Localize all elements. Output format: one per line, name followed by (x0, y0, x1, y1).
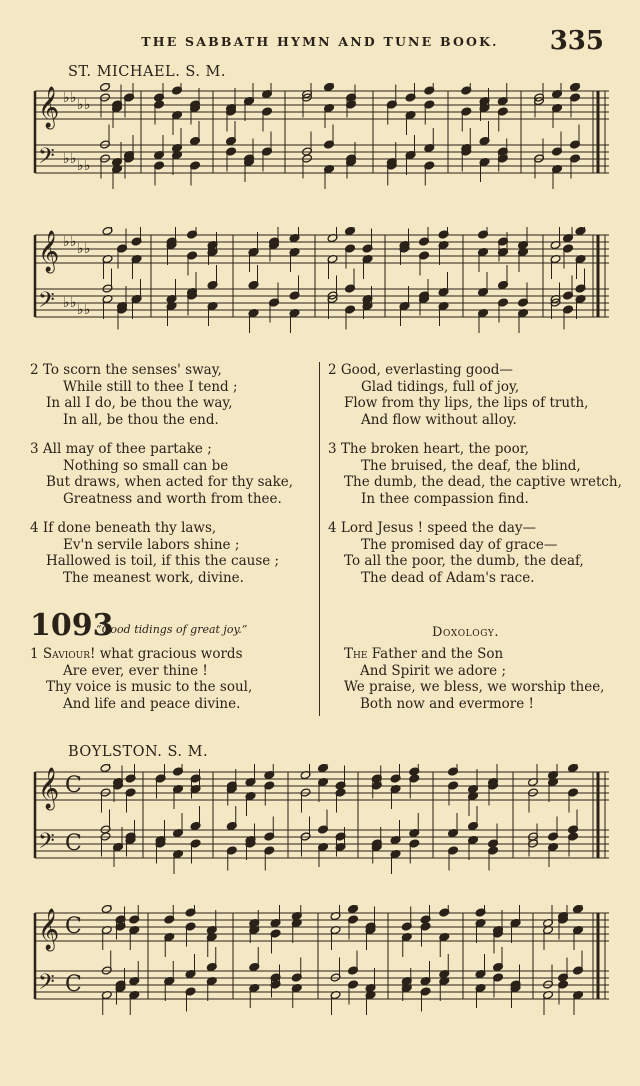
stanza-line: ! what gracious words (90, 646, 243, 662)
score-system (33, 905, 611, 1023)
flat-sign: ♭ (84, 241, 91, 257)
stanza-line: And flow without alloy. (361, 411, 517, 428)
stanza-line: While still to thee I tend ; (63, 378, 238, 395)
flat-sign: ♭ (84, 158, 91, 174)
flat-sign: ♭ (77, 97, 84, 113)
stanza-line: All may of thee partake ; (42, 441, 212, 457)
doxology-stanza (344, 646, 624, 712)
flat-sign: ♭ (77, 158, 84, 174)
stanza-line: In all I do, be thou the way, (46, 395, 233, 411)
flat-sign: ♭ (70, 234, 77, 250)
flat-sign: ♭ (77, 241, 84, 257)
stanza-line: Greatness and worth from thee. (63, 490, 282, 507)
stanza-number: 3 (328, 441, 337, 457)
treble-clef: 𝄞 (38, 87, 60, 128)
flat-sign: ♭ (63, 234, 70, 250)
stanza-number: 2 (328, 362, 337, 378)
right-stanzas (328, 362, 622, 586)
treble-clef: 𝄞 (38, 768, 60, 809)
flat-sign: ♭ (84, 97, 91, 113)
first-word: The (344, 646, 368, 662)
doxology-heading: Doxology. (432, 625, 500, 640)
stanza-line: If done beneath thy laws, (42, 520, 217, 536)
score-system (33, 83, 611, 196)
stanza (30, 441, 308, 507)
time-signature: C (65, 914, 82, 939)
stanza (30, 520, 308, 586)
page-number: 335 (549, 26, 604, 56)
treble-clef: 𝄞 (38, 231, 60, 272)
stanza-line: Hallowed is toil, if this the cause ; (46, 553, 280, 569)
flat-sign: ♭ (84, 302, 91, 318)
column-divider (319, 362, 320, 716)
stanza (328, 441, 622, 507)
time-signature: C (65, 831, 82, 856)
stanza-line: Nothing so small can be (63, 457, 229, 474)
stanza-number: 4 (328, 520, 337, 536)
flat-sign: ♭ (63, 151, 70, 167)
stanza-line: The dead of Adam's race. (361, 569, 535, 586)
stanza-line: The dumb, the dead, the captive wretch, (344, 474, 622, 490)
stanza-number: 4 (30, 520, 39, 536)
time-signature: C (65, 773, 82, 798)
stanza-line: Both now and evermore ! (360, 695, 534, 712)
stanza-line: In all, be thou the end. (63, 411, 219, 428)
flat-sign: ♭ (70, 90, 77, 106)
stanza (30, 362, 308, 428)
stanza-number: 3 (30, 441, 39, 457)
stanza-line: We praise, we bless, we worship thee, (344, 679, 605, 695)
stanza (328, 520, 618, 586)
stanza-line: To all the poor, the dumb, the deaf, (344, 553, 584, 569)
flat-sign: ♭ (70, 151, 77, 167)
stanza-line: And Spirit we adore ; (360, 662, 507, 679)
stanza-line: Glad tidings, full of joy, (361, 378, 520, 395)
stanza-number: 2 (30, 362, 39, 378)
stanza-line: In thee compassion find. (361, 490, 529, 507)
running-title: THE SABBATH HYMN AND TUNE BOOK. (141, 34, 499, 49)
stanza-line: Ev'n servile labors shine ; (63, 536, 240, 553)
flat-sign: ♭ (77, 302, 84, 318)
stanza-line: Thy voice is music to the soul, (46, 679, 253, 695)
left-stanzas (30, 362, 308, 586)
stanza-line: Lord Jesus ! speed the day— (340, 520, 537, 536)
stanza-number: 1 (30, 646, 39, 662)
stanza-line: The broken heart, the poor, (340, 441, 530, 457)
bass-clef: 𝄢 (38, 829, 55, 859)
stanza-line: Flow from thy lips, the lips of truth, (344, 395, 589, 411)
hymn-number: 1093 (30, 608, 114, 643)
bass-clef: 𝄢 (38, 970, 55, 1000)
score-system (33, 227, 611, 340)
first-word: Saviour (42, 646, 90, 662)
stanza-line: And life and peace divine. (63, 695, 241, 712)
stanza-line: The bruised, the deaf, the blind, (361, 457, 581, 474)
flat-sign: ♭ (70, 295, 77, 311)
stanza-line: Are ever, ever thine ! (63, 662, 208, 679)
flat-sign: ♭ (63, 90, 70, 106)
treble-clef: 𝄞 (38, 909, 60, 950)
time-signature: C (65, 972, 82, 997)
stanza-line: The promised day of grace— (361, 536, 558, 553)
hymn-motto: “Good tidings of great joy.” (96, 623, 248, 636)
bass-clef: 𝄢 (38, 288, 55, 318)
hymn-stanza-1 (30, 646, 310, 712)
stanza-line: The meanest work, divine. (63, 569, 244, 586)
stanza-line: Father and the Son (367, 646, 504, 662)
stanza (328, 362, 618, 428)
bass-clef: 𝄢 (38, 144, 55, 174)
flat-sign: ♭ (63, 295, 70, 311)
tune-title-boylston: BOYLSTON. S. M. (68, 744, 209, 760)
tune-title-st-michael: ST. MICHAEL. S. M. (68, 64, 227, 80)
stanza-line: Good, everlasting good— (340, 362, 513, 378)
stanza-line: But draws, when acted for thy sake, (46, 474, 294, 490)
score-system (33, 764, 611, 882)
stanza-line: To scorn the senses' sway, (42, 362, 222, 378)
